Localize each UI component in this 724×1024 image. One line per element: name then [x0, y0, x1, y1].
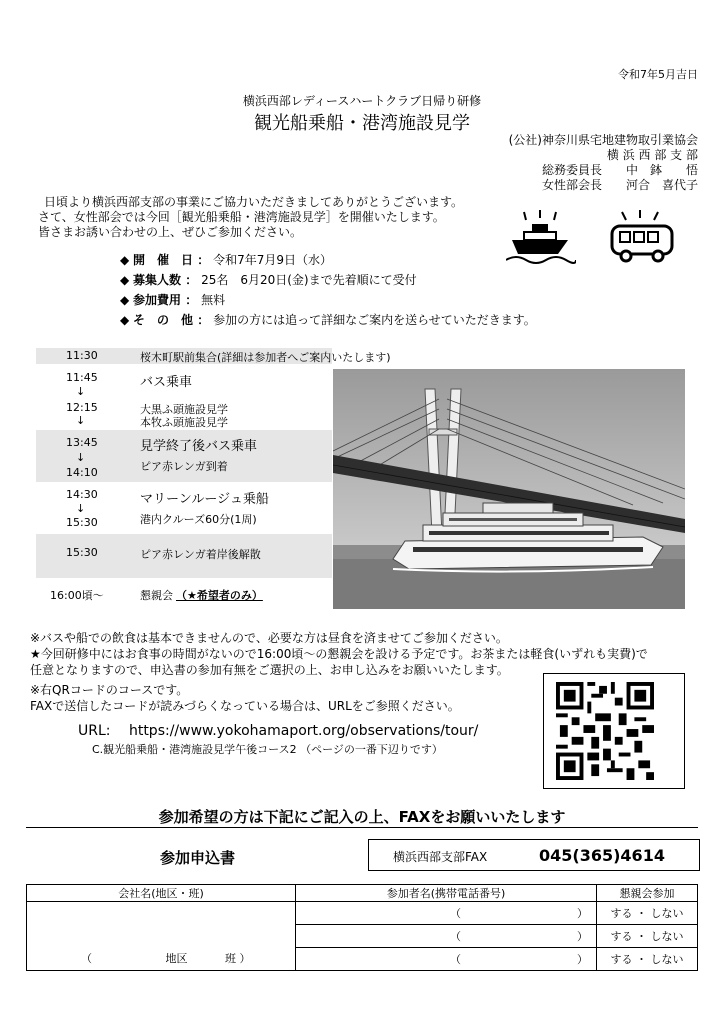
event-details	[120, 250, 536, 330]
schedule-row: 14:30 ↓ 15:30 マリーンルージュ乗船 港内クルーズ60分(1周)	[36, 485, 332, 531]
intro-text	[38, 195, 464, 240]
issue-date: 令和7年5月吉日	[618, 68, 698, 81]
intro-line: 日頃より横浜西部支部の事業にご協力いただきましてありがとうございます。	[44, 195, 464, 209]
header-party: 懇親会参加	[597, 885, 698, 902]
party-choice[interactable]: する ・ しない	[597, 902, 698, 925]
url-line	[78, 723, 478, 739]
company-field[interactable]: （ 地区 班 ）	[27, 902, 296, 971]
tour-url[interactable]: https://www.yokohamaport.org/observations/tour/	[128, 723, 479, 739]
bridge-ship-photo	[333, 369, 685, 609]
organizer-branch: 横 浜 西 部 支 部	[606, 148, 698, 162]
qr-code-icon	[556, 682, 654, 780]
diamond-icon: ◆	[120, 253, 134, 267]
detail-item: ◆ 参加費用 ： 無料	[120, 293, 226, 307]
divider	[26, 827, 698, 828]
organizer-block	[509, 133, 698, 193]
intro-line: さて、女性部会では今回［観光船乗船・港湾施設見学］を開催いたします。	[38, 210, 445, 224]
organizer-chair: 総務委員長 中 鉢 悟	[541, 163, 698, 177]
schedule-row: 11:30 桜木町駅前集合(詳細は参加者へご案内いたします)	[36, 348, 332, 364]
qr-frame	[543, 673, 685, 789]
form-title: 参加申込書	[160, 849, 236, 867]
course-name: C.観光船乗船・港湾施設見学午後コース2 （ページの一番下辺りです）	[92, 743, 443, 756]
organizer-name: (公社)神奈川県宅地建物取引業協会	[508, 133, 698, 147]
fax-number: 045(365)4614	[539, 846, 665, 865]
application-form	[26, 884, 698, 971]
fax-request: 参加希望の方は下記にご記入の上、FAXをお願いいたします	[158, 808, 566, 826]
diamond-icon: ◆	[120, 293, 134, 307]
schedule-row: 11:45 ↓ 12:15 ↓ バス乗車 大黒ふ頭施設見学 本牧ふ頭施設見学	[36, 369, 332, 427]
schedule-row: 13:45 ↓ 14:10 見学終了後バス乗車 ピア赤レンガ到着	[36, 430, 332, 482]
header-participant: 参加者名(携帯電話番号)	[296, 885, 597, 902]
note-line: ※右QRコードのコースです。	[30, 683, 189, 697]
organizer-womens-head: 女性部会長 河合 喜代子	[541, 178, 698, 192]
schedule-row: 16:00頃～ 懇親会 （★希望者のみ）	[36, 583, 332, 605]
url-label: URL:	[78, 723, 111, 739]
header-company: 会社名(地区・班)	[27, 885, 296, 902]
diamond-icon: ◆	[120, 273, 134, 287]
fax-box	[368, 839, 700, 871]
participant-field[interactable]: （ ）	[296, 925, 597, 948]
detail-item: ◆ そ の 他 ： 参加の方には追って詳細なご案内を送らせていただきます。	[120, 313, 536, 327]
note-line: ★今回研修中にはお食事の時間がないので16:00頃～の懇親会を設ける予定です。お茶または軽食(いずれも実費)で	[30, 647, 648, 661]
detail-item: ◆ 開 催 日 ： 令和7年7月9日（水）	[120, 253, 332, 267]
participant-field[interactable]: （ ）	[296, 948, 597, 971]
note-line: ※バスや船での飲食は基本できませんので、必要な方は昼食を済ませてご参加ください。	[30, 631, 508, 645]
fax-label: 横浜西部支部FAX	[393, 850, 488, 864]
participant-field[interactable]: （ ）	[296, 902, 597, 925]
note-line: FAXで送信したコードが読みづらくなっている場合は、URLをご参照ください。	[30, 699, 460, 713]
detail-item: ◆ 募集人数 ： 25名 6月20日(金)まで先着順にて受付	[120, 273, 417, 287]
bus-icon	[606, 210, 678, 266]
party-choice[interactable]: する ・ しない	[597, 948, 698, 971]
event-title: 観光船乗船・港湾施設見学	[254, 113, 470, 134]
intro-line: 皆さまお誘い合わせの上、ぜひご参加ください。	[38, 225, 303, 239]
note-line: 任意となりますので、申込書の参加有無をご選択の上、お申し込みをお願いいたします。	[30, 663, 509, 677]
diamond-icon: ◆	[120, 313, 134, 327]
event-subtitle: 横浜西部レディースハートクラブ日帰り研修	[242, 94, 482, 108]
schedule-row: 15:30 ピア赤レンガ着岸後解散	[36, 534, 332, 578]
party-choice[interactable]: する ・ しない	[597, 925, 698, 948]
